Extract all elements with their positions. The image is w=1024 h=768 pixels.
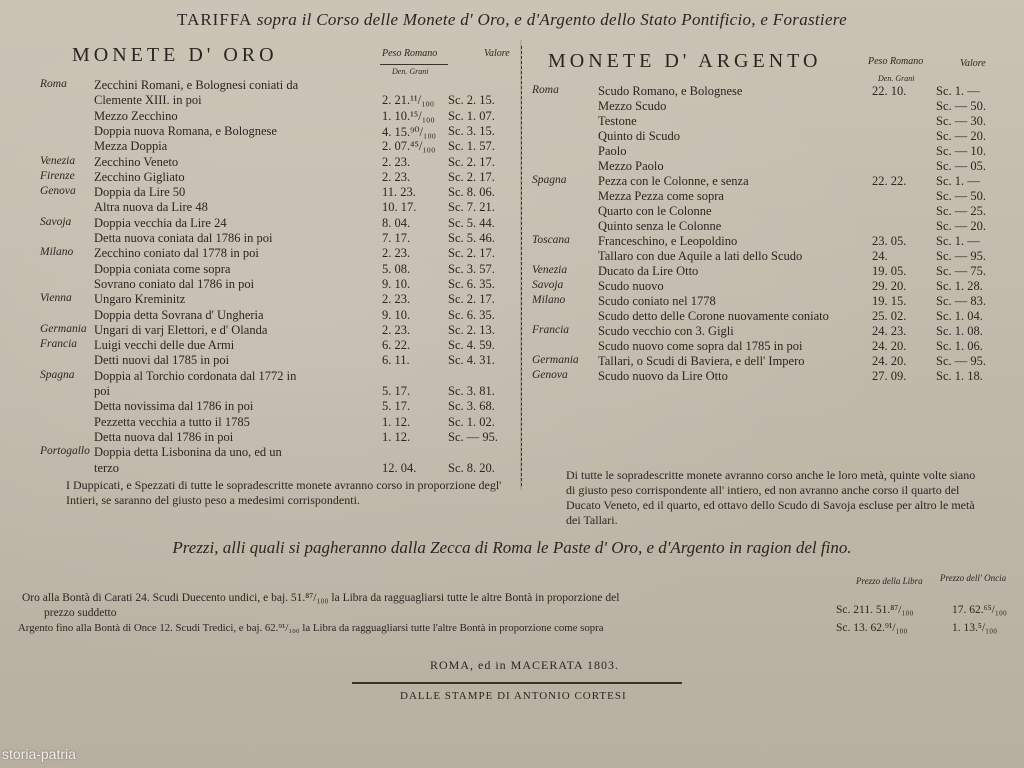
row-coin-name: Doppia coniata come sopra bbox=[94, 261, 231, 276]
row-valore: Sc. 8. 20. bbox=[448, 460, 495, 475]
row-valore: Sc. — 95. bbox=[936, 354, 986, 368]
row-place: Vienna bbox=[40, 292, 72, 305]
row-valore: Sc. 3. 57. bbox=[448, 261, 495, 276]
row-coin-name: Mezza Doppia bbox=[94, 139, 168, 154]
row-valore: Sc. 1. — bbox=[936, 174, 980, 188]
title-head: TARIFFA bbox=[177, 10, 253, 29]
row-peso: 1. 10.¹⁵/₁₀₀ bbox=[382, 108, 435, 123]
row-peso: 24. bbox=[872, 249, 888, 263]
row-peso: 24. 20. bbox=[872, 354, 907, 368]
row-coin-name: Pezzetta vecchia a tutto il 1785 bbox=[94, 414, 250, 429]
row-valore: Sc. 5. 44. bbox=[448, 215, 495, 230]
row-coin-name: Ungari di varj Elettori, e d' Olanda bbox=[94, 322, 268, 337]
row-valore: Sc. 6. 35. bbox=[448, 276, 495, 291]
table-row bbox=[0, 369, 1024, 387]
row-peso: 2. 23. bbox=[382, 292, 411, 307]
row-coin-name: Paolo bbox=[598, 144, 627, 158]
row-peso: 7. 17. bbox=[382, 231, 411, 245]
row-valore: Sc. 1. — bbox=[936, 84, 980, 98]
row-peso: 22. 10. bbox=[872, 84, 907, 98]
row-valore: Sc. — 05. bbox=[936, 159, 986, 173]
title-rest: sopra il Corso delle Monete d' Oro, e d'Argento dello Stato Pontificio, e Forastiere bbox=[256, 10, 847, 29]
row-coin-name: poi bbox=[94, 384, 110, 398]
oro-col-valore: Valore bbox=[484, 48, 510, 59]
row-coin-name: Tallari, o Scudi di Baviera, e dell' Impero bbox=[598, 354, 805, 368]
row-peso: 9. 10. bbox=[382, 276, 411, 291]
row-peso: 1. 12. bbox=[382, 414, 411, 429]
row-coin-name: Doppia detta Sovrana d' Ungheria bbox=[94, 307, 264, 322]
row-valore: Sc. 2. 13. bbox=[448, 322, 495, 337]
row-peso: 10. 17. bbox=[382, 200, 417, 215]
row-valore: Sc. — 95. bbox=[936, 249, 986, 263]
oro-header-rule bbox=[380, 64, 448, 65]
row-valore: Sc. 2. 17. bbox=[448, 292, 495, 307]
row-valore: Sc. 1. 28. bbox=[936, 279, 983, 293]
row-coin-name: Detta nuova dal 1786 in poi bbox=[94, 429, 234, 444]
row-coin-name: Detti nuovi dal 1785 in poi bbox=[94, 353, 230, 368]
row-coin-name: Scudo detto delle Corone nuovamente coniato bbox=[598, 309, 829, 323]
row-place: Genova bbox=[532, 369, 568, 381]
document-title bbox=[0, 10, 1024, 30]
row-coin-name: Zecchino coniato dal 1778 in poi bbox=[94, 246, 259, 261]
row-valore: Sc. — 10. bbox=[936, 144, 986, 158]
row-peso: 24. 23. bbox=[872, 324, 907, 338]
row-place: Toscana bbox=[532, 234, 570, 246]
row-coin-name: Scudo nuovo da Lire Otto bbox=[598, 369, 728, 383]
row-coin-name: Luigi vecchi delle due Armi bbox=[94, 338, 235, 353]
row-coin-name: Doppia detta Lisbonina da uno, ed un bbox=[94, 445, 282, 460]
row-peso: 2. 07.⁴⁵/₁₀₀ bbox=[382, 139, 436, 154]
row-peso: 11. 23. bbox=[382, 185, 416, 200]
row-peso: 2. 23. bbox=[382, 246, 411, 261]
col-prezzo-oncia: Prezzo dell' Oncia bbox=[940, 573, 1007, 583]
row-place: Savoja bbox=[40, 215, 72, 228]
row-coin-name: Scudo Romano, e Bolognese bbox=[598, 84, 743, 98]
argento-col-peso: Peso Romano bbox=[868, 56, 924, 67]
row-valore: Sc. 4. 31. bbox=[448, 353, 495, 368]
oro-col-sub: Den. Grani bbox=[392, 67, 429, 76]
row-valore: Sc. 1. 18. bbox=[936, 369, 983, 383]
row-coin-name: Scudo coniato nel 1778 bbox=[598, 294, 716, 308]
row-valore: Sc. — 25. bbox=[936, 204, 986, 218]
row-peso: 2. 23. bbox=[382, 322, 411, 337]
row-valore: Sc. 1. 04. bbox=[936, 309, 983, 323]
row-coin-name: Scudo nuovo come sopra dal 1785 in poi bbox=[598, 339, 803, 353]
row-coin-name: terzo bbox=[94, 460, 119, 475]
row-valore: Sc. — 95. bbox=[448, 429, 498, 444]
row-valore: Sc. 1. 06. bbox=[936, 339, 983, 353]
prezzi-heading: Prezzi, alli quali si pagheranno dalla Zecca di Roma le Paste d' Oro, e d'Argento in ragion del fino. bbox=[172, 538, 852, 557]
argento-fino-line: Argento fino alla Bontà di Once 12. Scudi Tredici, e baj. 62.⁹¹/₁₀₀ la Libra da ragguagliarsi tutte l'altre Bontà in proporzione come sopra bbox=[18, 622, 604, 634]
row-peso: 27. 09. bbox=[872, 369, 907, 383]
oro-note: I Duppicati, e Spezzati di tutte le sopradescritte monete avranno corso in proporzione degl' Intieri, se saranno del giusto peso a medesimi corrispondenti. bbox=[66, 478, 502, 507]
row-valore: Sc. — 30. bbox=[936, 114, 986, 128]
row-peso: 8. 04. bbox=[382, 215, 411, 230]
row-peso: 6. 22. bbox=[382, 338, 411, 353]
row-coin-name: Altra nuova da Lire 48 bbox=[94, 200, 208, 215]
row-coin-name: Mezzo Paolo bbox=[598, 159, 664, 173]
row-peso: 2. 23. bbox=[382, 169, 411, 184]
row-coin-name: Ungaro Kreminitz bbox=[94, 292, 186, 307]
row-place: Milano bbox=[40, 246, 74, 259]
row-peso: 2. 23. bbox=[382, 154, 411, 169]
oro-prezzo-oncia: 17. 62.⁶⁵/₁₀₀ bbox=[952, 604, 1007, 616]
row-coin-name: Detta nuova coniata dal 1786 in poi bbox=[94, 231, 273, 245]
row-coin-name: Zecchini Romani, e Bolognesi coniati da bbox=[94, 78, 299, 92]
row-valore: Sc. 8. 06. bbox=[448, 185, 495, 200]
row-peso: 23. 05. bbox=[872, 234, 907, 248]
row-place: Germania bbox=[532, 354, 579, 366]
row-coin-name: Mezzo Scudo bbox=[598, 99, 667, 113]
row-peso: 2. 21.¹¹/₁₀₀ bbox=[382, 93, 435, 108]
row-place: Genova bbox=[40, 185, 76, 198]
row-coin-name: Doppia vecchia da Lire 24 bbox=[94, 215, 227, 230]
row-coin-name: Franceschino, e Leopoldino bbox=[598, 234, 738, 248]
row-coin-name: Quinto senza le Colonne bbox=[598, 219, 722, 233]
row-valore: Sc. — 20. bbox=[936, 129, 986, 143]
row-coin-name: Quinto di Scudo bbox=[598, 129, 680, 143]
row-coin-name: Zecchino Veneto bbox=[94, 154, 179, 169]
row-peso: 22. 22. bbox=[872, 174, 907, 188]
row-place: Roma bbox=[40, 78, 67, 90]
row-valore: Sc. 7. 21. bbox=[448, 200, 495, 215]
row-peso: 19. 05. bbox=[872, 264, 907, 278]
row-place: Savoja bbox=[532, 279, 564, 291]
row-peso: 29. 20. bbox=[872, 279, 907, 293]
oro-prezzo-libra: Sc. 211. 51.⁸⁷/₁₀₀ bbox=[836, 604, 914, 616]
row-valore: Sc. 2. 15. bbox=[448, 93, 495, 108]
row-valore: Sc. 1. — bbox=[936, 234, 980, 248]
row-peso: 24. 20. bbox=[872, 339, 907, 353]
argento-col-sub: Den. Grani bbox=[878, 74, 915, 83]
row-peso: 6. 11. bbox=[382, 353, 410, 368]
row-valore: Sc. — 50. bbox=[936, 99, 986, 113]
row-valore: Sc. — 50. bbox=[936, 189, 986, 203]
row-valore: Sc. 3. 81. bbox=[448, 384, 495, 398]
row-valore: Sc. 1. 02. bbox=[448, 414, 495, 429]
row-place: Firenze bbox=[40, 169, 75, 182]
row-coin-name: Mezza Pezza come sopra bbox=[598, 189, 724, 203]
row-valore: Sc. 3. 68. bbox=[448, 399, 495, 414]
row-valore: Sc. 2. 17. bbox=[448, 246, 495, 261]
argento-heading: MONETE D' ARGENTO bbox=[548, 50, 822, 72]
row-peso: 1. 12. bbox=[382, 429, 411, 444]
row-place: Portogallo bbox=[40, 445, 90, 458]
row-peso: 5. 17. bbox=[382, 399, 411, 414]
row-coin-name: Clemente XIII. in poi bbox=[94, 93, 202, 108]
row-peso: 4. 15.⁹⁰/₁₀₀ bbox=[382, 124, 437, 139]
row-coin-name: Doppia al Torchio cordonata dal 1772 in bbox=[94, 368, 297, 383]
row-valore: Sc. 5. 46. bbox=[448, 231, 495, 245]
row-valore: Sc. 1. 08. bbox=[936, 324, 983, 338]
col-prezzo-libra: Prezzo della Libra bbox=[856, 576, 923, 586]
row-coin-name: Ducato da Lire Otto bbox=[598, 264, 699, 278]
row-valore: Sc. 2. 17. bbox=[448, 154, 495, 169]
row-coin-name: Detta novissima dal 1786 in poi bbox=[94, 399, 254, 414]
row-place: Spagna bbox=[40, 368, 75, 381]
oro-fino-line2: prezzo suddetto bbox=[44, 607, 117, 619]
row-peso: 5. 08. bbox=[382, 261, 411, 276]
row-place: Germania bbox=[40, 322, 87, 335]
row-place: Venezia bbox=[40, 154, 76, 167]
row-peso: 19. 15. bbox=[872, 294, 907, 308]
row-valore: Sc. 6. 35. bbox=[448, 307, 495, 322]
row-coin-name: Tallaro con due Aquile a lati dello Scudo bbox=[598, 249, 803, 263]
argento-col-valore: Valore bbox=[960, 58, 986, 69]
row-place: Francia bbox=[532, 324, 570, 336]
row-valore: Sc. 1. 07. bbox=[448, 108, 495, 123]
row-place: Venezia bbox=[532, 264, 568, 276]
row-valore: Sc. 4. 59. bbox=[448, 338, 495, 353]
row-coin-name: Scudo nuovo bbox=[598, 279, 664, 293]
argento-prezzo-libra: Sc. 13. 62.⁹¹/₁₀₀ bbox=[836, 622, 908, 634]
row-valore: Sc. — 75. bbox=[936, 264, 986, 278]
row-coin-name: Scudo vecchio con 3. Gigli bbox=[598, 324, 734, 338]
row-valore: Sc. 2. 17. bbox=[448, 169, 495, 184]
row-valore: Sc. — 20. bbox=[936, 219, 986, 233]
imprint-place: ROMA, ed in MACERATA 1803. bbox=[430, 658, 620, 672]
row-valore: Sc. — 83. bbox=[936, 294, 986, 308]
row-coin-name: Doppia da Lire 50 bbox=[94, 185, 186, 200]
row-place: Milano bbox=[532, 294, 566, 306]
row-coin-name: Testone bbox=[598, 114, 637, 128]
row-coin-name: Zecchino Gigliato bbox=[94, 169, 185, 184]
row-peso: 5. 17. bbox=[382, 384, 411, 398]
oro-col-peso: Peso Romano bbox=[382, 48, 438, 59]
row-coin-name: Quarto con le Colonne bbox=[598, 204, 712, 218]
row-place: Francia bbox=[40, 338, 78, 351]
row-coin-name: Doppia nuova Romana, e Bolognese bbox=[94, 123, 277, 138]
row-place: Spagna bbox=[532, 174, 567, 186]
imprint-rule bbox=[352, 682, 682, 684]
argento-note: Di tutte le sopradescritte monete avranno corso anche le loro metà, quinte volte siano di giusto peso corrispondente all' intiero, ed non avranno anche corso il quarto del Ducato Veneto, ed il quarto, ed ottavo dello Scudo di Savoja escluse per altro le metà dei Tallari. bbox=[566, 468, 976, 527]
row-peso: 9. 10. bbox=[382, 307, 411, 322]
row-place: Roma bbox=[532, 84, 559, 96]
oro-fino-line: Oro alla Bontà di Carati 24. Scudi Duecento undici, e baj. 51.⁸⁷/₁₀₀ la Libra da ragguagliarsi tutte le altre Bontà in proporzione del bbox=[22, 592, 620, 604]
watermark-text: storia-patria bbox=[2, 746, 76, 762]
row-peso: 25. 02. bbox=[872, 309, 907, 323]
row-peso: 12. 04. bbox=[382, 460, 417, 475]
row-valore: Sc. 1. 57. bbox=[448, 139, 495, 154]
imprint-printer: DALLE STAMPE DI ANTONIO CORTESI bbox=[400, 690, 627, 702]
row-coin-name: Sovrano coniato dal 1786 in poi bbox=[94, 276, 255, 291]
row-valore: Sc. 3. 15. bbox=[448, 123, 495, 138]
row-coin-name: Mezzo Zecchino bbox=[94, 108, 178, 123]
oro-heading: MONETE D' ORO bbox=[72, 44, 278, 66]
row-coin-name: Pezza con le Colonne, e senza bbox=[598, 174, 749, 188]
argento-prezzo-oncia: 1. 13.⁵/₁₀₀ bbox=[952, 622, 998, 634]
